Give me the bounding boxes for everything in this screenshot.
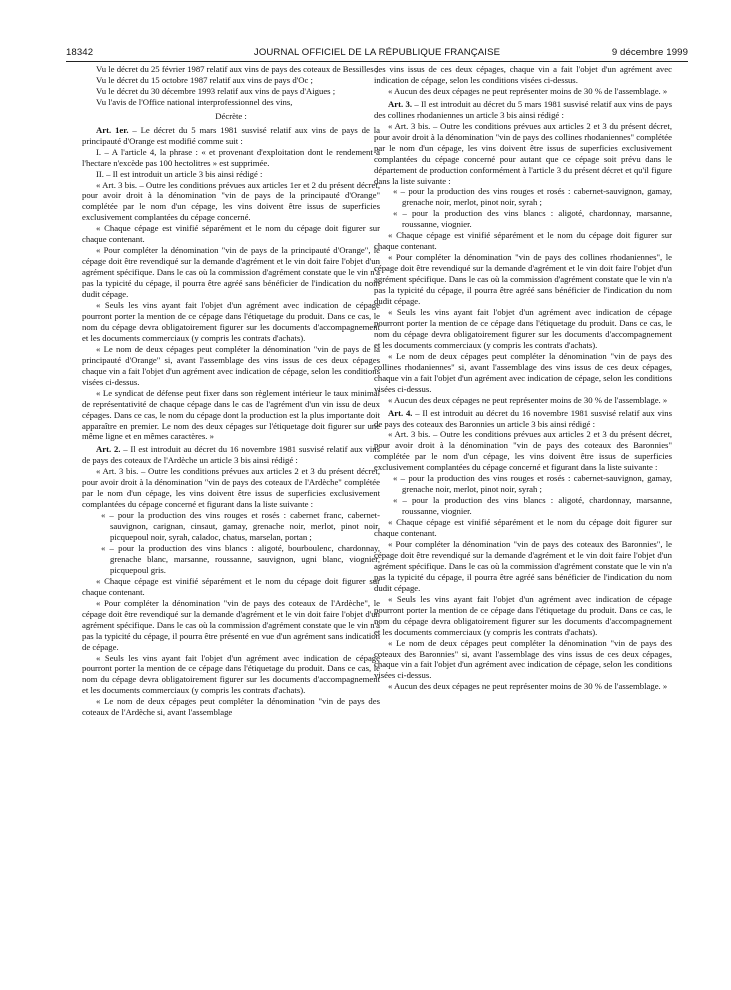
left-column xyxy=(82,64,380,718)
article-text: – Il est introduit au décret du 5 mars 1981 susvisé relatif aux vins de pays des collines rhodaniennes un article 3 bis ainsi rédigé : xyxy=(374,98,672,120)
header-rule xyxy=(66,61,688,62)
paragraph: Vu le décret du 15 octobre 1987 relatif aux vins de pays d'Oc ; xyxy=(96,74,313,85)
grape-list-item: « – pour la production des vins rouges et rosés : cabernet-sauvignon, gamay, grenache noir, merlot, pinot noir, syrah ; xyxy=(393,473,672,495)
article-paragraph xyxy=(82,444,380,466)
paragraph: « Le nom de deux cépages peut compléter la dénomination "vin de pays des coteaux des Baronnies" si, avant l'assemblage des vins issus de ces deux cépages, chaque vin a fait l'objet d'un agrément avec indication de cépage, selon les conditions visées ci-dessus. xyxy=(374,637,672,681)
page-number: 18342 xyxy=(66,47,94,58)
paragraph: « Le nom de deux cépages peut compléter la dénomination "vin de pays des collines rhodaniennes" si, avant l'assemblage des vins issus de ces deux cépages, chaque vin a fait l'objet d'un agrément avec indication de cépage, selon les conditions visées ci-dessus. xyxy=(374,350,672,394)
paragraph: I. – A l'article 4, la phrase : « et provenant d'exploitation dont le rendement à l'hectare n'excède pas 100 hectolitres » est supprimée. xyxy=(82,146,380,168)
grape-list-item: « – pour la production des vins rouges et rosés : cabernet franc, cabernet-sauvignon, carignan, cinsaut, gamay, grenache noir, merlot, pinot noir, picquepoul noir, syrah, caladoc, chatus, marselan, portan ; xyxy=(101,510,380,543)
article-paragraph xyxy=(82,125,380,147)
decree-heading: Décrète : xyxy=(215,110,247,121)
paragraph: « Art. 3 bis. – Outre les conditions prévues aux articles 2 et 3 du présent décret, pour avoir droit à la dénomination "vin de pays des coteaux des Baronnies" complétée par le nom d'un cépage, les vins doivent être issus de superficies exclusivement complantées du cépage concerné et figurant dans la liste suivante : xyxy=(374,429,672,473)
paragraph: « Pour compléter la dénomination "vin de pays de la principauté d'Orange", le cépage doit être revendiqué sur la demande d'agrément et le vin doit faire l'objet d'un agrément spécifique. Dans le cas où la commission d'agrément constate que le vin n'a pas la typicité du cépage, il pourra être agréé sans bénéficier de l'indication du nom dudit cépage. xyxy=(82,245,380,300)
grape-list-item: « – pour la production des vins blancs : aligoté, bourboulenc, chardonnay, grenache blanc, marsanne, roussanne, sauvignon, ugni blanc, viognier, picquepoul gris. xyxy=(101,542,380,575)
paragraph: « Seuls les vins ayant fait l'objet d'un agrément avec indication de cépage pourront porter la mention de ce cépage dans l'étiquetage du produit. Dans ce cas, le nom du cépage devra obligatoirement figurer sur les documents d'accompagnement et les documents commerciaux (y compris les contrats d'achats). xyxy=(374,306,672,350)
issue-date: 9 décembre 1999 xyxy=(611,47,688,58)
page-header xyxy=(66,47,688,61)
paragraph: « Seuls les vins ayant fait l'objet d'un agrément avec indication de cépage pourront porter la mention de ce cépage dans l'étiquetage du produit. Dans ce cas, le nom du cépage devra obligatoirement figurer sur les documents d'accompagnement et les documents commerciaux (y compris les contrats d'achats). xyxy=(82,300,380,343)
paragraph: « Chaque cépage est vinifié séparément et le nom du cépage doit figurer sur chaque contenant. xyxy=(82,575,380,597)
paragraph: « Chaque cépage est vinifié séparément et le nom du cépage doit figurer sur chaque contenant. xyxy=(82,223,380,245)
paragraph: « Le syndicat de défense peut fixer dans son règlement intérieur le taux minimal de représentativité de chaque cépage dans le cas de l'agrément d'un vin issu de deux cépages. Dans ce cas, le nom du cépage dont la production est la plus importante doit apparaître en premier. Le nom des deux cépages sur l'étiquetage doit figurer sur une même ligne et en mêmes caractères. » xyxy=(82,387,380,442)
paragraph: « Seuls les vins ayant fait l'objet d'un agrément avec indication de cépage pourront porter la mention de ce cépage dans l'étiquetage du produit. Dans ce cas, le nom du cépage devra obligatoirement figurer sur les documents d'accompagnement et les documents commerciaux (y compris les contrats d'achats). xyxy=(82,652,380,696)
paragraph: « Chaque cépage est vinifié séparément et le nom du cépage doit figurer sur chaque contenant. xyxy=(374,517,672,539)
paragraph: Vu l'avis de l'Office national interprofessionnel des vins, xyxy=(96,96,293,107)
grape-list-item: « – pour la production des vins rouges et rosés : cabernet-sauvignon, gamay, grenache noir, merlot, pinot noir, syrah ; xyxy=(393,186,672,208)
paragraph: « Pour compléter la dénomination "vin de pays des coteaux des Baronnies", le cépage doit être revendiqué sur la demande d'agrément et le vin doit faire l'objet d'un agrément spécifique. Dans le cas où la commission d'agrément constate que le vin n'a pas la typicité du cépage, il pourra être agréé sans bénéficier de l'indication du nom dudit cépage. xyxy=(374,538,672,593)
journal-title: JOURNAL OFFICIEL DE LA RÉPUBLIQUE FRANÇAISE xyxy=(253,47,501,58)
paragraph: « Aucun des deux cépages ne peut représenter moins de 30 % de l'assemblage. » xyxy=(388,394,668,405)
paragraph: « Aucun des deux cépages ne peut représenter moins de 30 % de l'assemblage. » xyxy=(388,85,668,96)
grape-list-item: « – pour la production des vins blancs : aligoté, chardonnay, marsanne, roussanne, viognier. xyxy=(393,208,672,230)
paragraph: « Le nom de deux cépages peut compléter la dénomination "vin de pays de la principauté d'Orange" si, avant l'assemblage des vins issus de ces deux cépages chaque vin a fait l'objet d'un agrément avec indication de cépage, selon les conditions visées ci-dessus. xyxy=(82,343,380,387)
paragraph: « Pour compléter la dénomination "vin de pays des collines rhodaniennes", le cépage doit être revendiqué sur la demande d'agrément et le vin doit faire l'objet d'un agrément spécifique. Dans le cas où la commission d'agrément constate que le vin n'a pas la typicité du cépage, il pourra être agréé sans bénéficier de l'indication du nom dudit cépage. xyxy=(374,252,672,307)
paragraph: « Chaque cépage est vinifié séparément et le nom du cépage doit figurer sur chaque contenant. xyxy=(374,230,672,252)
paragraph: « Le nom de deux cépages peut compléter la dénomination "vin de pays des coteaux de l'Ardèche si, avant l'assemblage xyxy=(82,696,380,718)
article-paragraph xyxy=(374,99,672,121)
paragraph: « Seuls les vins ayant fait l'objet d'un agrément avec indication de cépage pourront porter la mention de ce cépage dans l'étiquetage du produit. Dans ce cas, le nom du cépage devra obligatoirement figurer sur les documents d'accompagnement et les documents commerciaux (y compris les contrats d'achats). xyxy=(374,593,672,637)
article-text: – Le décret du 5 mars 1981 susvisé relatif aux vins de pays de la principauté d'Orange est modifié comme suit : xyxy=(82,124,380,146)
right-column xyxy=(374,64,672,692)
paragraph: « Art. 3 bis. – Outre les conditions prévues aux articles 2 et 3 du présent décret, pour avoir droit à la dénomination "vin de pays des collines rhodaniennes" complétée par le nom d'un cépage, les vins doivent être issus de superficies exclusivement complantées du cépage concerné pour autant que ce cépage soit prévu dans le département de production conformément à l'article 3 du présent décret et qu'il figure dans la liste suivante : xyxy=(374,120,672,186)
article-label: Art. 2. xyxy=(96,444,121,455)
article-label: Art. 4. xyxy=(388,407,413,418)
paragraph: « Art. 3 bis. – Outre les conditions prévues aux articles 1er et 2 du présent décret, pour avoir droit à la dénomination "vin de pays de la principauté d'Orange" complétée par le nom d'un cépage, les vins doivent être issus de superficies exclusivement complantées du cépage concerné. xyxy=(82,179,380,223)
paragraph: Vu le décret du 30 décembre 1993 relatif aux vins de pays d'Aigues ; xyxy=(96,85,336,96)
paragraph: « Pour compléter la dénomination "vin de pays des coteaux de l'Ardèche", le cépage doit être revendiqué sur la demande d'agrément et le vin doit faire l'objet d'un agrément spécifique. Dans le cas où la commission d'agrément constate que le vin n'a pas la typicité du cépage, il pourra être présenté en vue d'un agrément sans indication de cépage. xyxy=(82,597,380,652)
paragraph: Vu le décret du 25 février 1987 relatif aux vins de pays des coteaux de Bessilles ; xyxy=(96,64,379,74)
paragraph: « Art. 3 bis. – Outre les conditions prévues aux articles 2 et 3 du présent décret, pour avoir droit à la dénomination "vin de pays des coteaux de l'Ardèche" complétée par le nom d'un cépage, les vins doivent être issus de superficies exclusivement complantées du cépage concerné et figurant dans la liste suivante : xyxy=(82,466,380,510)
article-text: – Il est introduit au décret du 16 novembre 1981 susvisé relatif aux vins de pays des coteaux de l'Ardèche un article 3 bis ainsi rédigé : xyxy=(82,444,380,466)
article-label: Art. 1er. xyxy=(96,124,129,135)
paragraph: « Aucun des deux cépages ne peut représenter moins de 30 % de l'assemblage. » xyxy=(388,681,668,692)
grape-list-item: « – pour la production des vins blancs : aligoté, chardonnay, marsanne, roussanne, viognier. xyxy=(393,495,672,517)
paragraph: II. – Il est introduit un article 3 bis ainsi rédigé : xyxy=(96,168,263,179)
article-label: Art. 3. xyxy=(388,98,413,109)
paragraph: des vins issus de ces deux cépages, chaque vin a fait l'objet d'un agrément avec indication de cépage, selon les conditions visées ci-dessus. xyxy=(374,64,672,85)
article-paragraph xyxy=(374,408,672,430)
article-text: – Il est introduit au décret du 16 novembre 1981 susvisé relatif aux vins de pays des coteaux des Baronnies un article 3 bis ainsi rédigé : xyxy=(374,407,672,429)
